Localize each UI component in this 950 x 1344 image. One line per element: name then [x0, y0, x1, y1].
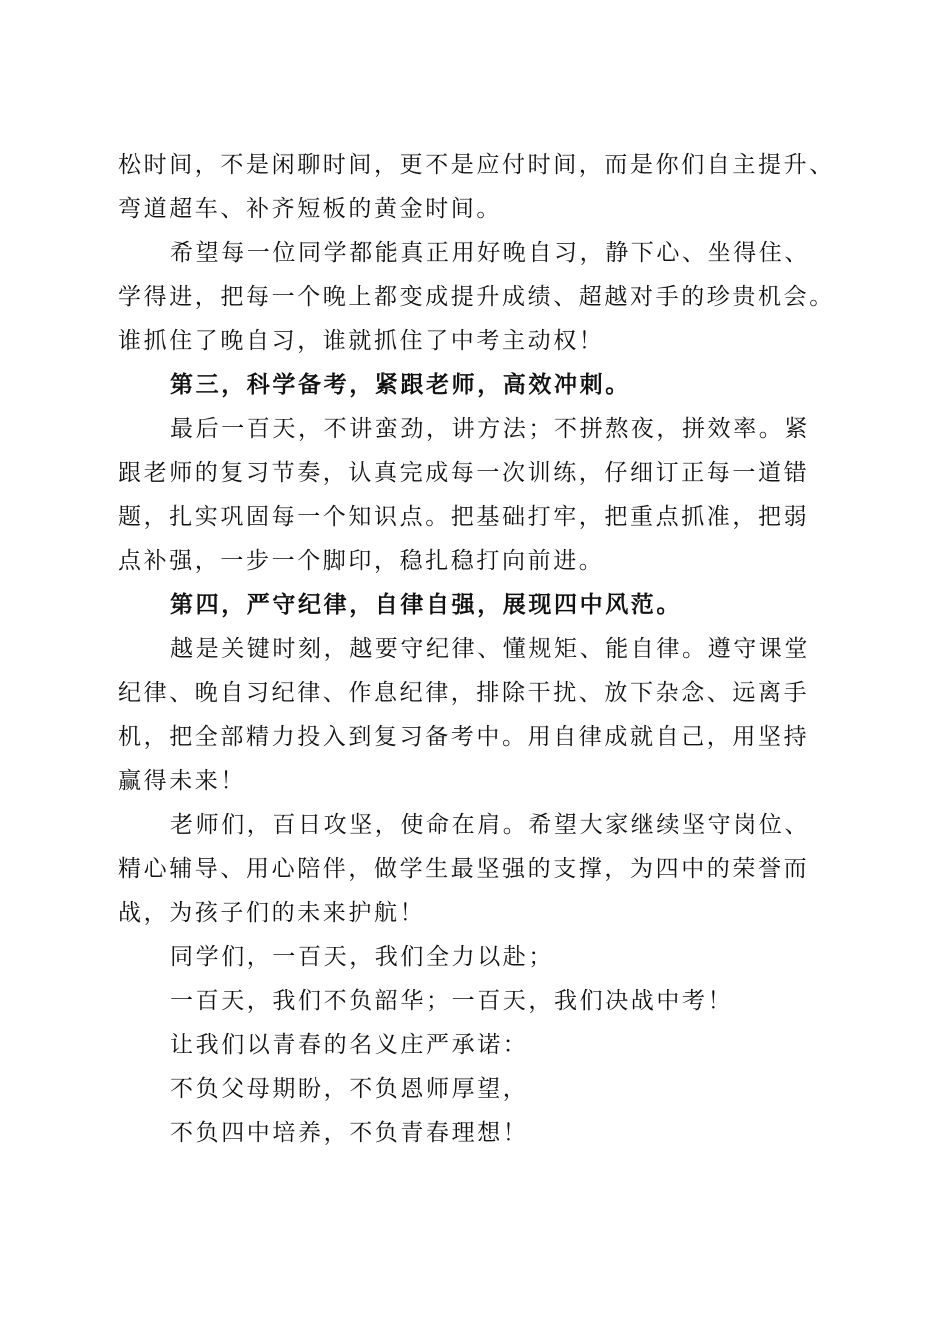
text-line: 让我们以青春的名义庄严承诺： — [170, 1032, 529, 1058]
text-line: 学得进，把每一个晚上都变成提升成绩、超越对手的珍贵机会。 — [118, 284, 835, 310]
paragraph — [118, 407, 848, 583]
paragraph — [118, 143, 848, 231]
section-heading — [118, 363, 848, 407]
document-page — [118, 143, 848, 1155]
text-line: 同学们，一百天，我们全力以赴； — [170, 944, 554, 970]
paragraph — [118, 803, 848, 935]
paragraph — [118, 627, 848, 803]
text-line: 松时间，不是闲聊时间，更不是应付时间，而是你们自主提升、 — [118, 152, 835, 178]
text-line: 老师们，百日攻坚，使命在肩。希望大家继续坚守岗位、 — [170, 812, 810, 838]
paragraph — [118, 1023, 848, 1067]
text-line: 赢得未来！ — [118, 768, 246, 794]
heading-line: 第三，科学备考，紧跟老师，高效冲刺。 — [170, 371, 631, 398]
text-line: 不负四中培养，不负青春理想！ — [170, 1120, 529, 1146]
text-line: 一百天，我们不负韶华；一百天，我们决战中考！ — [170, 988, 734, 1014]
text-line: 纪律、晚自习纪律、作息纪律，排除干扰、放下杂念、远离手 — [118, 680, 810, 706]
paragraph — [118, 935, 848, 979]
paragraph — [118, 1111, 848, 1155]
text-line: 最后一百天，不讲蛮劲，讲方法；不拼熬夜，拼效率。紧 — [170, 416, 810, 442]
text-line: 题，扎实巩固每一个知识点。把基础打牢，把重点抓准，把弱 — [118, 504, 810, 530]
text-line: 点补强，一步一个脚印，稳扎稳打向前进。 — [118, 548, 605, 574]
text-line: 跟老师的复习节奏，认真完成每一次训练，仔细订正每一道错 — [118, 460, 810, 486]
paragraph — [118, 979, 848, 1023]
heading-line: 第四，严守纪律，自律自强，展现四中风范。 — [170, 591, 682, 618]
text-line: 弯道超车、补齐短板的黄金时间。 — [118, 196, 502, 222]
text-line: 战，为孩子们的未来护航！ — [118, 900, 426, 926]
section-heading — [118, 583, 848, 627]
text-line: 越是关键时刻，越要守纪律、懂规矩、能自律。遵守课堂 — [170, 636, 810, 662]
text-line: 谁抓住了晚自习，谁就抓住了中考主动权！ — [118, 328, 605, 354]
text-line: 机，把全部精力投入到复习备考中。用自律成就自己，用坚持 — [118, 724, 810, 750]
text-line: 不负父母期盼，不负恩师厚望， — [170, 1076, 529, 1102]
text-line: 精心辅导、用心陪伴，做学生最坚强的支撑，为四中的荣誉而 — [118, 856, 810, 882]
paragraph — [118, 1067, 848, 1111]
paragraph — [118, 231, 848, 363]
text-line: 希望每一位同学都能真正用好晚自习，静下心、坐得住、 — [170, 240, 810, 266]
